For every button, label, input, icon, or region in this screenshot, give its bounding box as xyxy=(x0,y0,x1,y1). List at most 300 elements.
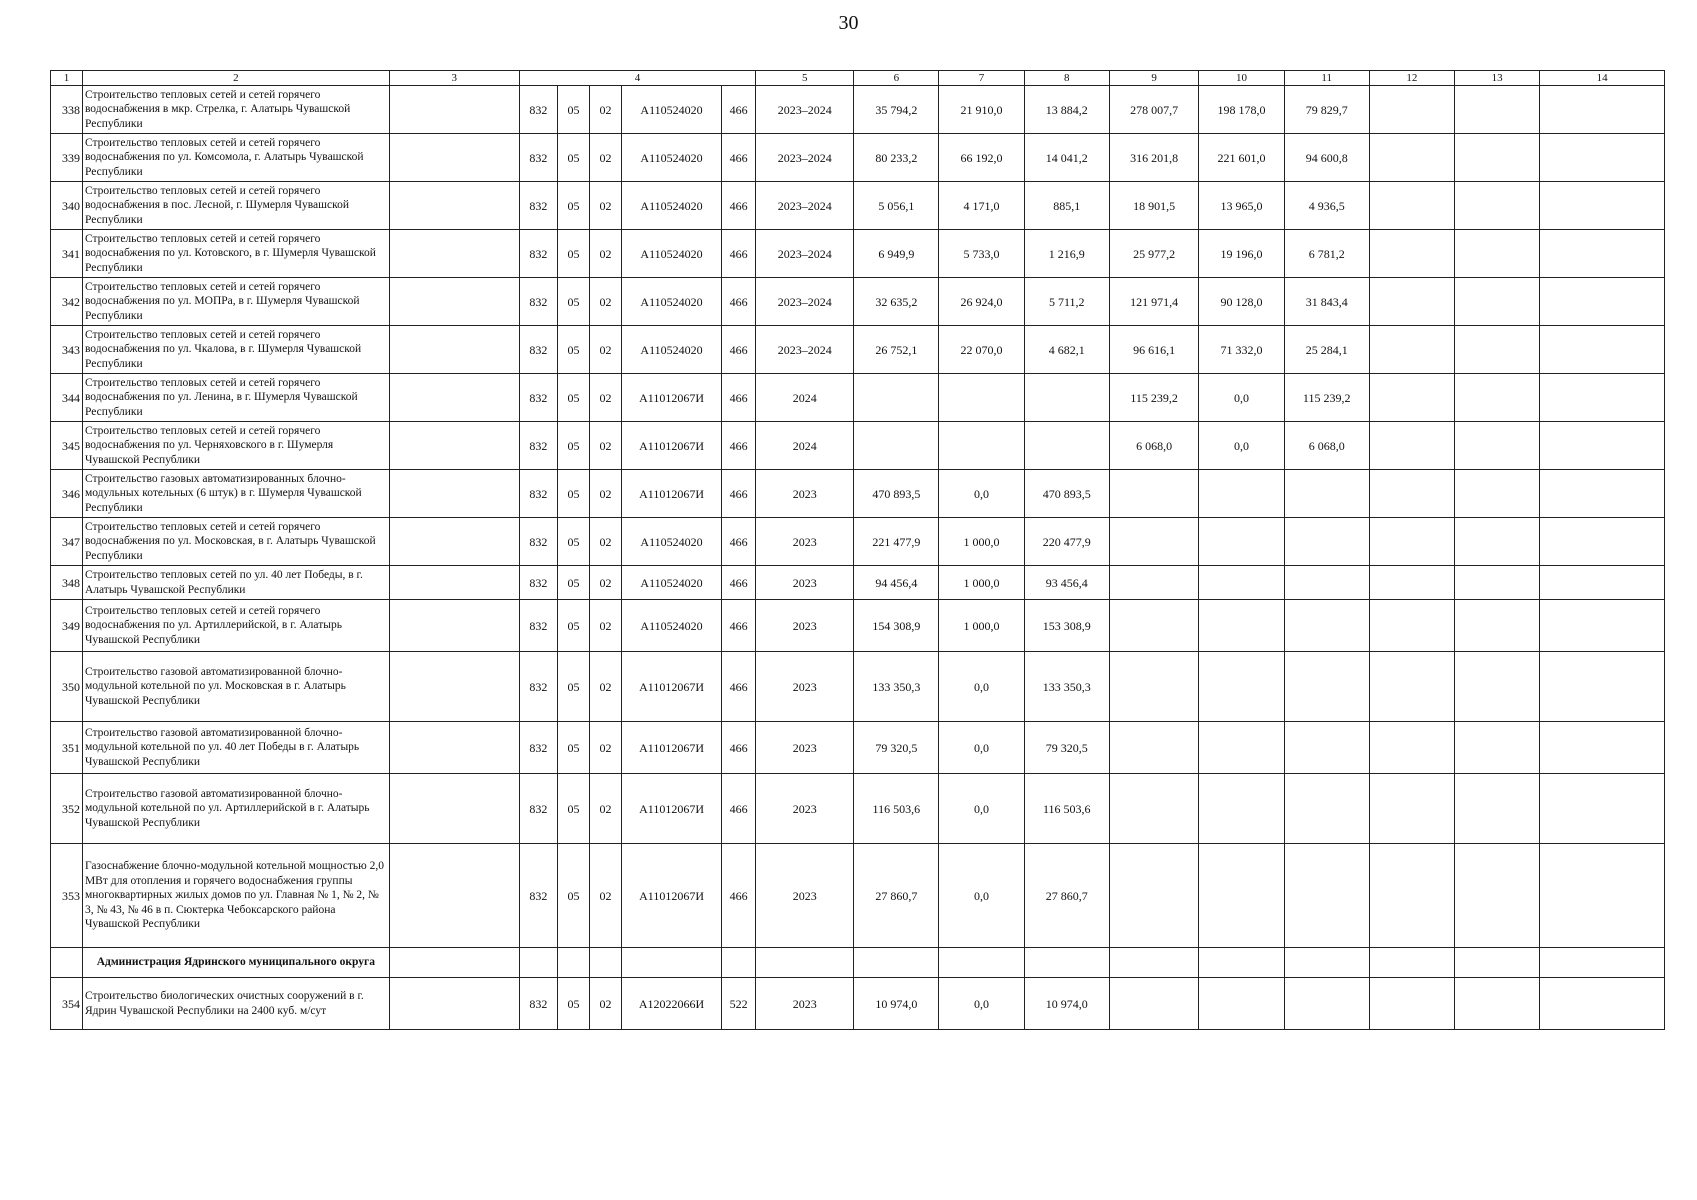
value-col-9 xyxy=(1109,978,1198,1030)
value-col-8: 79 320,5 xyxy=(1024,722,1109,774)
target-article-code: А110524020 xyxy=(621,278,721,326)
column-3-cell xyxy=(389,278,519,326)
value-col-9 xyxy=(1109,948,1198,978)
value-col-7 xyxy=(939,374,1024,422)
section-code xyxy=(558,948,590,978)
expense-type-code: 466 xyxy=(722,774,756,844)
grbs-code: 832 xyxy=(519,86,557,134)
expense-type-code xyxy=(722,948,756,978)
target-article-code: А110524020 xyxy=(621,518,721,566)
value-col-6 xyxy=(854,948,939,978)
value-col-13 xyxy=(1455,600,1540,652)
section-code: 05 xyxy=(558,134,590,182)
expense-type-code: 522 xyxy=(722,978,756,1030)
grbs-code: 832 xyxy=(519,566,557,600)
value-col-10 xyxy=(1199,978,1284,1030)
value-col-12 xyxy=(1369,518,1454,566)
object-name: Строительство тепловых сетей и сетей горячего водоснабжения по ул. Комсомола, г. Алатырь Чувашской Республики xyxy=(82,134,389,182)
column-3-cell xyxy=(389,566,519,600)
value-col-9: 6 068,0 xyxy=(1109,422,1198,470)
grbs-code: 832 xyxy=(519,722,557,774)
row-number: 338 xyxy=(51,86,83,134)
value-col-10 xyxy=(1199,948,1284,978)
value-col-8: 1 216,9 xyxy=(1024,230,1109,278)
grbs-code: 832 xyxy=(519,422,557,470)
row-number: 352 xyxy=(51,774,83,844)
value-col-13 xyxy=(1455,518,1540,566)
table-row xyxy=(51,722,1665,774)
value-col-13 xyxy=(1455,182,1540,230)
value-col-11 xyxy=(1284,470,1369,518)
value-col-14 xyxy=(1540,326,1665,374)
value-col-11 xyxy=(1284,652,1369,722)
page-number: 30 xyxy=(838,12,859,34)
grbs-code xyxy=(519,948,557,978)
value-col-7: 22 070,0 xyxy=(939,326,1024,374)
object-name: Строительство газовой автоматизированной блочно-модульной котельной по ул. 40 лет Победы в г. Алатырь Чувашской Республики xyxy=(82,722,389,774)
row-number: 343 xyxy=(51,326,83,374)
target-article-code: А11012067И xyxy=(621,470,721,518)
value-col-11 xyxy=(1284,844,1369,948)
col-header-9: 9 xyxy=(1109,71,1198,86)
value-col-12 xyxy=(1369,774,1454,844)
grbs-code: 832 xyxy=(519,774,557,844)
value-col-11: 94 600,8 xyxy=(1284,134,1369,182)
value-col-8: 4 682,1 xyxy=(1024,326,1109,374)
value-col-11 xyxy=(1284,978,1369,1030)
implementation-period: 2023–2024 xyxy=(756,86,854,134)
subsection-code: 02 xyxy=(590,86,622,134)
value-col-6: 470 893,5 xyxy=(854,470,939,518)
section-code: 05 xyxy=(558,600,590,652)
value-col-6: 5 056,1 xyxy=(854,182,939,230)
value-col-8: 133 350,3 xyxy=(1024,652,1109,722)
value-col-8: 5 711,2 xyxy=(1024,278,1109,326)
value-col-13 xyxy=(1455,652,1540,722)
subsection-code: 02 xyxy=(590,470,622,518)
section-code: 05 xyxy=(558,86,590,134)
object-name: Строительство газовой автоматизированной блочно-модульной котельной по ул. Артиллерийской в г. Алатырь Чувашской Республики xyxy=(82,774,389,844)
value-col-6: 27 860,7 xyxy=(854,844,939,948)
value-col-8: 470 893,5 xyxy=(1024,470,1109,518)
section-code: 05 xyxy=(558,774,590,844)
value-col-10 xyxy=(1199,470,1284,518)
section-code: 05 xyxy=(558,230,590,278)
col-header-10: 10 xyxy=(1199,71,1284,86)
target-article-code: А11012067И xyxy=(621,652,721,722)
value-col-7: 1 000,0 xyxy=(939,566,1024,600)
value-col-7: 1 000,0 xyxy=(939,518,1024,566)
value-col-11: 31 843,4 xyxy=(1284,278,1369,326)
target-article-code: А110524020 xyxy=(621,600,721,652)
value-col-8: 93 456,4 xyxy=(1024,566,1109,600)
section-code: 05 xyxy=(558,278,590,326)
subsection-code: 02 xyxy=(590,722,622,774)
value-col-11: 115 239,2 xyxy=(1284,374,1369,422)
value-col-6: 80 233,2 xyxy=(854,134,939,182)
col-header-6: 6 xyxy=(854,71,939,86)
row-number: 341 xyxy=(51,230,83,278)
grbs-code: 832 xyxy=(519,374,557,422)
row-number: 354 xyxy=(51,978,83,1030)
value-col-13 xyxy=(1455,230,1540,278)
value-col-13 xyxy=(1455,566,1540,600)
grbs-code: 832 xyxy=(519,600,557,652)
value-col-6 xyxy=(854,422,939,470)
implementation-period: 2023 xyxy=(756,600,854,652)
implementation-period: 2023 xyxy=(756,978,854,1030)
value-col-12 xyxy=(1369,948,1454,978)
implementation-period: 2023 xyxy=(756,518,854,566)
implementation-period: 2023 xyxy=(756,722,854,774)
section-code: 05 xyxy=(558,374,590,422)
column-3-cell xyxy=(389,182,519,230)
target-article-code: А11012067И xyxy=(621,774,721,844)
expense-type-code: 466 xyxy=(722,278,756,326)
column-3-cell xyxy=(389,774,519,844)
value-col-9: 121 971,4 xyxy=(1109,278,1198,326)
subsection-code: 02 xyxy=(590,518,622,566)
column-3-cell xyxy=(389,948,519,978)
table-row xyxy=(51,86,1665,134)
value-col-14 xyxy=(1540,652,1665,722)
expense-type-code: 466 xyxy=(722,470,756,518)
value-col-11: 25 284,1 xyxy=(1284,326,1369,374)
section-code: 05 xyxy=(558,326,590,374)
col-header-8: 8 xyxy=(1024,71,1109,86)
value-col-14 xyxy=(1540,470,1665,518)
row-number: 350 xyxy=(51,652,83,722)
value-col-9: 25 977,2 xyxy=(1109,230,1198,278)
subsection-code: 02 xyxy=(590,374,622,422)
col-header-13: 13 xyxy=(1455,71,1540,86)
grbs-code: 832 xyxy=(519,230,557,278)
value-col-12 xyxy=(1369,600,1454,652)
row-number: 348 xyxy=(51,566,83,600)
value-col-13 xyxy=(1455,278,1540,326)
grbs-code: 832 xyxy=(519,134,557,182)
value-col-10 xyxy=(1199,566,1284,600)
column-3-cell xyxy=(389,652,519,722)
table-row xyxy=(51,230,1665,278)
value-col-9 xyxy=(1109,844,1198,948)
grbs-code: 832 xyxy=(519,844,557,948)
subsection-code: 02 xyxy=(590,182,622,230)
value-col-7 xyxy=(939,948,1024,978)
value-col-6: 26 752,1 xyxy=(854,326,939,374)
row-number: 346 xyxy=(51,470,83,518)
target-article-code: А110524020 xyxy=(621,86,721,134)
implementation-period: 2023 xyxy=(756,774,854,844)
table-row xyxy=(51,566,1665,600)
target-article-code: А110524020 xyxy=(621,230,721,278)
row-number: 342 xyxy=(51,278,83,326)
value-col-14 xyxy=(1540,134,1665,182)
object-name: Газоснабжение блочно-модульной котельной мощностью 2,0 МВт для отопления и горячего водоснабжения группы многоквартирных жилых домов по ул. Главная № 1, № 2, № 3, № 43, № 46 в п. Сюктерка Чебоксарского района Чувашской Республики xyxy=(82,844,389,948)
implementation-period: 2023–2024 xyxy=(756,182,854,230)
value-col-6: 32 635,2 xyxy=(854,278,939,326)
value-col-8: 220 477,9 xyxy=(1024,518,1109,566)
value-col-10: 198 178,0 xyxy=(1199,86,1284,134)
value-col-9: 96 616,1 xyxy=(1109,326,1198,374)
value-col-14 xyxy=(1540,230,1665,278)
table-row xyxy=(51,600,1665,652)
expense-type-code: 466 xyxy=(722,600,756,652)
subsection-code: 02 xyxy=(590,566,622,600)
table-row xyxy=(51,518,1665,566)
value-col-14 xyxy=(1540,422,1665,470)
grbs-code: 832 xyxy=(519,518,557,566)
value-col-7: 0,0 xyxy=(939,978,1024,1030)
value-col-7 xyxy=(939,422,1024,470)
row-number: 347 xyxy=(51,518,83,566)
subsection-code: 02 xyxy=(590,326,622,374)
implementation-period xyxy=(756,948,854,978)
value-col-9: 316 201,8 xyxy=(1109,134,1198,182)
value-col-12 xyxy=(1369,134,1454,182)
object-name: Строительство тепловых сетей и сетей горячего водоснабжения в пос. Лесной, г. Шумерля Чувашской Республики xyxy=(82,182,389,230)
col-header-5: 5 xyxy=(756,71,854,86)
grbs-code: 832 xyxy=(519,182,557,230)
value-col-10 xyxy=(1199,774,1284,844)
column-3-cell xyxy=(389,600,519,652)
implementation-period: 2024 xyxy=(756,374,854,422)
value-col-14 xyxy=(1540,844,1665,948)
column-number-row xyxy=(51,71,1665,86)
column-3-cell xyxy=(389,978,519,1030)
value-col-9: 115 239,2 xyxy=(1109,374,1198,422)
object-name: Строительство тепловых сетей и сетей горячего водоснабжения в мкр. Стрелка, г. Алатырь Чувашской Республики xyxy=(82,86,389,134)
value-col-12 xyxy=(1369,182,1454,230)
target-article-code: А12022066И xyxy=(621,978,721,1030)
value-col-14 xyxy=(1540,774,1665,844)
value-col-13 xyxy=(1455,422,1540,470)
table-row xyxy=(51,774,1665,844)
row-number: 353 xyxy=(51,844,83,948)
value-col-12 xyxy=(1369,230,1454,278)
object-name: Строительство тепловых сетей и сетей горячего водоснабжения по ул. Котовского, в г. Шумерля Чувашской Республики xyxy=(82,230,389,278)
value-col-8: 153 308,9 xyxy=(1024,600,1109,652)
section-code: 05 xyxy=(558,518,590,566)
table-row xyxy=(51,134,1665,182)
expense-type-code: 466 xyxy=(722,86,756,134)
value-col-12 xyxy=(1369,470,1454,518)
value-col-12 xyxy=(1369,422,1454,470)
value-col-14 xyxy=(1540,948,1665,978)
value-col-13 xyxy=(1455,470,1540,518)
value-col-7: 5 733,0 xyxy=(939,230,1024,278)
value-col-13 xyxy=(1455,326,1540,374)
implementation-period: 2023 xyxy=(756,566,854,600)
value-col-13 xyxy=(1455,722,1540,774)
expense-type-code: 466 xyxy=(722,722,756,774)
value-col-9 xyxy=(1109,774,1198,844)
table-body xyxy=(51,86,1665,1030)
expense-type-code: 466 xyxy=(722,374,756,422)
value-col-10: 90 128,0 xyxy=(1199,278,1284,326)
value-col-14 xyxy=(1540,374,1665,422)
value-col-6: 133 350,3 xyxy=(854,652,939,722)
value-col-6: 10 974,0 xyxy=(854,978,939,1030)
section-code: 05 xyxy=(558,722,590,774)
value-col-12 xyxy=(1369,978,1454,1030)
value-col-8: 14 041,2 xyxy=(1024,134,1109,182)
value-col-7: 0,0 xyxy=(939,774,1024,844)
value-col-6: 94 456,4 xyxy=(854,566,939,600)
implementation-period: 2023–2024 xyxy=(756,326,854,374)
value-col-7: 0,0 xyxy=(939,470,1024,518)
value-col-8 xyxy=(1024,374,1109,422)
row-number: 345 xyxy=(51,422,83,470)
budget-table xyxy=(50,70,1665,1030)
subsection-code: 02 xyxy=(590,844,622,948)
column-3-cell xyxy=(389,844,519,948)
object-name: Строительство тепловых сетей по ул. 40 лет Победы, в г. Алатырь Чувашской Республики xyxy=(82,566,389,600)
value-col-9: 18 901,5 xyxy=(1109,182,1198,230)
value-col-11 xyxy=(1284,722,1369,774)
value-col-7: 21 910,0 xyxy=(939,86,1024,134)
object-name: Администрация Ядринского муниципального округа xyxy=(82,948,389,978)
table-row xyxy=(51,278,1665,326)
row-number: 340 xyxy=(51,182,83,230)
value-col-8: 13 884,2 xyxy=(1024,86,1109,134)
value-col-11: 6 068,0 xyxy=(1284,422,1369,470)
implementation-period: 2023–2024 xyxy=(756,134,854,182)
implementation-period: 2023–2024 xyxy=(756,230,854,278)
value-col-10: 221 601,0 xyxy=(1199,134,1284,182)
value-col-10: 19 196,0 xyxy=(1199,230,1284,278)
expense-type-code: 466 xyxy=(722,326,756,374)
value-col-12 xyxy=(1369,326,1454,374)
section-code: 05 xyxy=(558,182,590,230)
implementation-period: 2023 xyxy=(756,470,854,518)
object-name: Строительство тепловых сетей и сетей горячего водоснабжения по ул. Московская, в г. Алатырь Чувашской Республики xyxy=(82,518,389,566)
implementation-period: 2023 xyxy=(756,652,854,722)
value-col-8: 10 974,0 xyxy=(1024,978,1109,1030)
value-col-9: 278 007,7 xyxy=(1109,86,1198,134)
value-col-12 xyxy=(1369,566,1454,600)
value-col-13 xyxy=(1455,844,1540,948)
value-col-7: 0,0 xyxy=(939,844,1024,948)
section-code: 05 xyxy=(558,652,590,722)
expense-type-code: 466 xyxy=(722,422,756,470)
value-col-8 xyxy=(1024,422,1109,470)
grbs-code: 832 xyxy=(519,326,557,374)
value-col-14 xyxy=(1540,566,1665,600)
table-row xyxy=(51,374,1665,422)
col-header-11: 11 xyxy=(1284,71,1369,86)
subsection-code: 02 xyxy=(590,978,622,1030)
value-col-7: 66 192,0 xyxy=(939,134,1024,182)
subsection-code: 02 xyxy=(590,134,622,182)
implementation-period: 2024 xyxy=(756,422,854,470)
column-3-cell xyxy=(389,86,519,134)
expense-type-code: 466 xyxy=(722,566,756,600)
table-row xyxy=(51,182,1665,230)
value-col-8: 116 503,6 xyxy=(1024,774,1109,844)
value-col-11: 6 781,2 xyxy=(1284,230,1369,278)
column-3-cell xyxy=(389,470,519,518)
section-code: 05 xyxy=(558,844,590,948)
column-3-cell xyxy=(389,326,519,374)
object-name: Строительство биологических очистных сооружений в г. Ядрин Чувашской Республики на 2400 куб. м/сут xyxy=(82,978,389,1030)
object-name: Строительство тепловых сетей и сетей горячего водоснабжения по ул. МОПРа, в г. Шумерля Чувашской Республики xyxy=(82,278,389,326)
object-name: Строительство газовых автоматизированных блочно-модульных котельных (6 штук) в г. Шумерля Чувашской Республики xyxy=(82,470,389,518)
grbs-code: 832 xyxy=(519,652,557,722)
table-row xyxy=(51,422,1665,470)
expense-type-code: 466 xyxy=(722,844,756,948)
value-col-13 xyxy=(1455,374,1540,422)
expense-type-code: 466 xyxy=(722,134,756,182)
column-3-cell xyxy=(389,134,519,182)
value-col-6: 221 477,9 xyxy=(854,518,939,566)
value-col-9 xyxy=(1109,566,1198,600)
value-col-10 xyxy=(1199,722,1284,774)
value-col-9 xyxy=(1109,722,1198,774)
value-col-10 xyxy=(1199,844,1284,948)
value-col-7: 4 171,0 xyxy=(939,182,1024,230)
expense-type-code: 466 xyxy=(722,518,756,566)
expense-type-code: 466 xyxy=(722,182,756,230)
value-col-6 xyxy=(854,374,939,422)
value-col-7: 0,0 xyxy=(939,722,1024,774)
col-header-3: 3 xyxy=(389,71,519,86)
target-article-code xyxy=(621,948,721,978)
value-col-11 xyxy=(1284,948,1369,978)
value-col-6: 154 308,9 xyxy=(854,600,939,652)
col-header-2: 2 xyxy=(82,71,389,86)
row-number xyxy=(51,948,83,978)
column-3-cell xyxy=(389,722,519,774)
value-col-6: 116 503,6 xyxy=(854,774,939,844)
subsection-code: 02 xyxy=(590,230,622,278)
row-number: 339 xyxy=(51,134,83,182)
value-col-13 xyxy=(1455,774,1540,844)
target-article-code: А110524020 xyxy=(621,326,721,374)
section-code: 05 xyxy=(558,978,590,1030)
value-col-10 xyxy=(1199,600,1284,652)
subsection-code: 02 xyxy=(590,600,622,652)
value-col-9 xyxy=(1109,600,1198,652)
value-col-10: 13 965,0 xyxy=(1199,182,1284,230)
value-col-13 xyxy=(1455,134,1540,182)
value-col-14 xyxy=(1540,978,1665,1030)
section-code: 05 xyxy=(558,470,590,518)
column-3-cell xyxy=(389,518,519,566)
value-col-10 xyxy=(1199,518,1284,566)
value-col-12 xyxy=(1369,652,1454,722)
column-3-cell xyxy=(389,422,519,470)
object-name: Строительство газовой автоматизированной блочно-модульной котельной по ул. Московская в г. Алатырь Чувашской Республики xyxy=(82,652,389,722)
value-col-11 xyxy=(1284,774,1369,844)
object-name: Строительство тепловых сетей и сетей горячего водоснабжения по ул. Черняховского в г. Шумерля Чувашской Республики xyxy=(82,422,389,470)
value-col-14 xyxy=(1540,86,1665,134)
value-col-14 xyxy=(1540,182,1665,230)
value-col-10: 0,0 xyxy=(1199,422,1284,470)
target-article-code: А110524020 xyxy=(621,134,721,182)
target-article-code: А110524020 xyxy=(621,566,721,600)
grbs-code: 832 xyxy=(519,470,557,518)
subsection-code: 02 xyxy=(590,652,622,722)
subsection-code: 02 xyxy=(590,774,622,844)
row-number: 349 xyxy=(51,600,83,652)
table-row xyxy=(51,844,1665,948)
value-col-13 xyxy=(1455,86,1540,134)
subsection-code: 02 xyxy=(590,422,622,470)
section-header-row xyxy=(51,948,1665,978)
value-col-9 xyxy=(1109,652,1198,722)
object-name: Строительство тепловых сетей и сетей горячего водоснабжения по ул. Ленина, в г. Шумерля Чувашской Республики xyxy=(82,374,389,422)
